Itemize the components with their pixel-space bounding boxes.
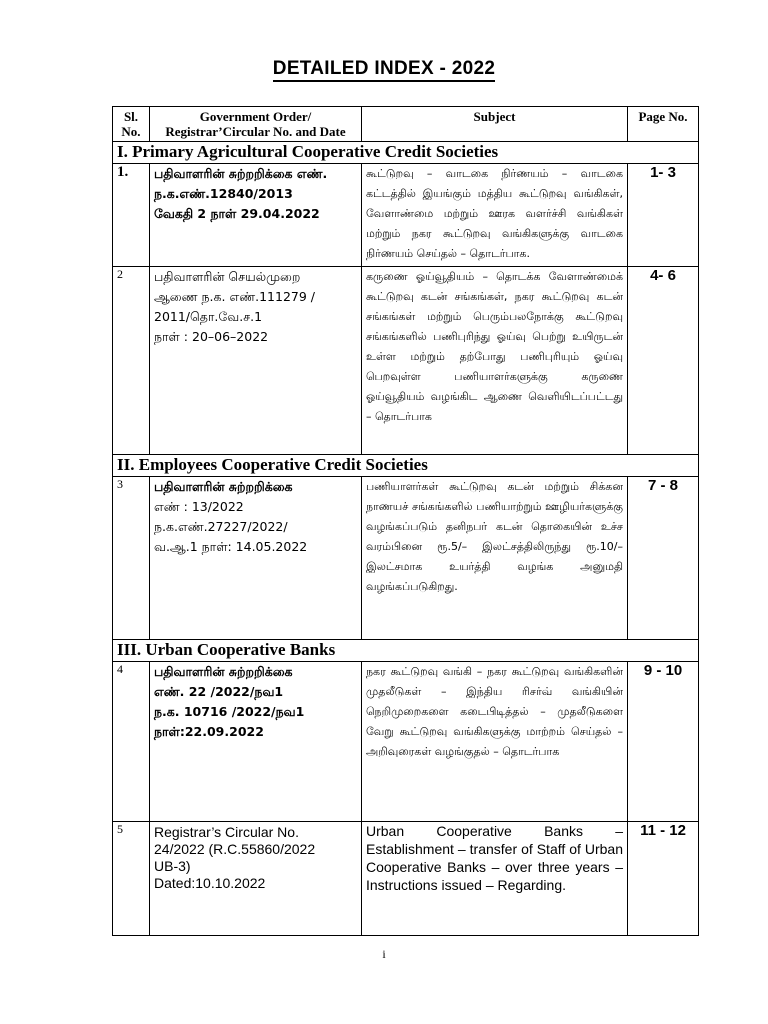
table-row [113, 477, 699, 640]
header-order: Government Order/ Registrar’Circular No. and Date [150, 107, 362, 142]
table-row [113, 267, 699, 455]
order-cell: Registrar’s Circular No. 24/2022 (R.C.55860/2022 UB-3) Dated:10.10.2022 [150, 822, 362, 936]
order-cell: பதிவாளரின் செயல்முறை ஆணை ந.க. எண்.111279 / 2011/தொ.வே.ச.1 நாள் : 20–06–2022 [150, 267, 362, 455]
section-heading: I. Primary Agricultural Cooperative Credit Societies [113, 142, 699, 164]
index-table [112, 106, 699, 936]
header-row [113, 107, 699, 142]
row-number: 3 [113, 477, 150, 640]
row-number: 2 [113, 267, 150, 455]
table-row [113, 662, 699, 822]
page-title: DETAILED INDEX - 2022 [0, 58, 768, 80]
page-footer-number: i [382, 947, 386, 961]
section-heading: II. Employees Cooperative Credit Societies [113, 455, 699, 477]
subject-cell: கருணை ஓய்வூதியம் – தொடக்க வேளாண்மைக் கூட்டுறவு கடன் சங்கங்கள், நகர கூட்டுறவு கடன் சங்கங்கள் மற்றும் பெரும்பலநோக்கு கூட்டுறவு சங்கங்களில் பணிபுரிந்து ஓய்வு பெற்று உயிருடன் உள்ள மற்றும் தற்போது பணிபுரியும் ஓய்வு பெறவுள்ள பணியாளர்களுக்கு கருணை ஓய்வூதியம் வழங்கிட ஆணை வெளியிடப்பட்டது – தொடர்பாக [362, 267, 628, 455]
subject-cell: கூட்டுறவு – வாடகை நிர்ணயம் – வாடகை கட்டத்தில் இயங்கும் மத்திய கூட்டுறவு வங்கிகள், வேளாண்மை மற்றும் ஊரக வளர்ச்சி வங்கிகள் மற்றும் நகர கூட்டுறவு வங்கிகளுக்கு வாடகை நிர்ணயம் செய்தல் – தொடர்பாக. [362, 164, 628, 267]
order-cell: பதிவாளரின் சுற்றறிக்கை எண். ந.க.எண்.12840/2013 வேகதி 2 நாள் 29.04.2022 [150, 164, 362, 267]
page-number: 7 - 8 [628, 477, 699, 640]
page-number: 4- 6 [628, 267, 699, 455]
subject-cell: Urban Cooperative Banks – Establishment – transfer of Staff of Urban Cooperative Banks – over three years – Instructions issued – Regarding. [362, 822, 628, 936]
header-page: Page No. [628, 107, 699, 142]
order-cell: பதிவாளரின் சுற்றறிக்கை எண் : 13/2022 ந.க.எண்.27227/2022/ வ.ஆ.1 நாள்: 14.05.2022 [150, 477, 362, 640]
header-sl: Sl. No. [113, 107, 150, 142]
row-number: 4 [113, 662, 150, 822]
table-row [113, 164, 699, 267]
row-number: 5 [113, 822, 150, 936]
table-row [113, 822, 699, 936]
page-number: 11 - 12 [628, 822, 699, 936]
subject-cell: பணியாளர்கள் கூட்டுறவு கடன் மற்றும் சிக்கன நாணயச் சங்கங்களில் பணியாற்றும் ஊழியர்களுக்கு வழங்கப்படும் தனிநபர் கடன் தொகையின் உச்ச வரம்பினை ரூ.5/– இலட்சத்திலிருந்து ரூ.10/– இலட்சமாக உயர்த்தி வழங்க அனுமதி வழங்கப்படுகிறது. [362, 477, 628, 640]
subject-cell: நகர கூட்டுறவு வங்கி – நகர கூட்டுறவு வங்கிகளின் முதலீடுகள் – இந்திய ரிசர்வ் வங்கியின் நெறிமுறைகளை கடைபிடித்தல் – முதலீடுகளை வேறு கூட்டுறவு வங்கிகளுக்கு மாற்றம் செய்தல் – அறிவுரைகள் வழங்குதல் – தொடர்பாக [362, 662, 628, 822]
order-cell: பதிவாளரின் சுற்றறிக்கை எண். 22 /2022/நவ1 ந.க. 10716 /2022/நவ1 நாள்:22.09.2022 [150, 662, 362, 822]
header-subject: Subject [362, 107, 628, 142]
page-number: 9 - 10 [628, 662, 699, 822]
page-number: 1- 3 [628, 164, 699, 267]
section-heading: III. Urban Cooperative Banks [113, 640, 699, 662]
row-number: 1. [113, 164, 150, 267]
